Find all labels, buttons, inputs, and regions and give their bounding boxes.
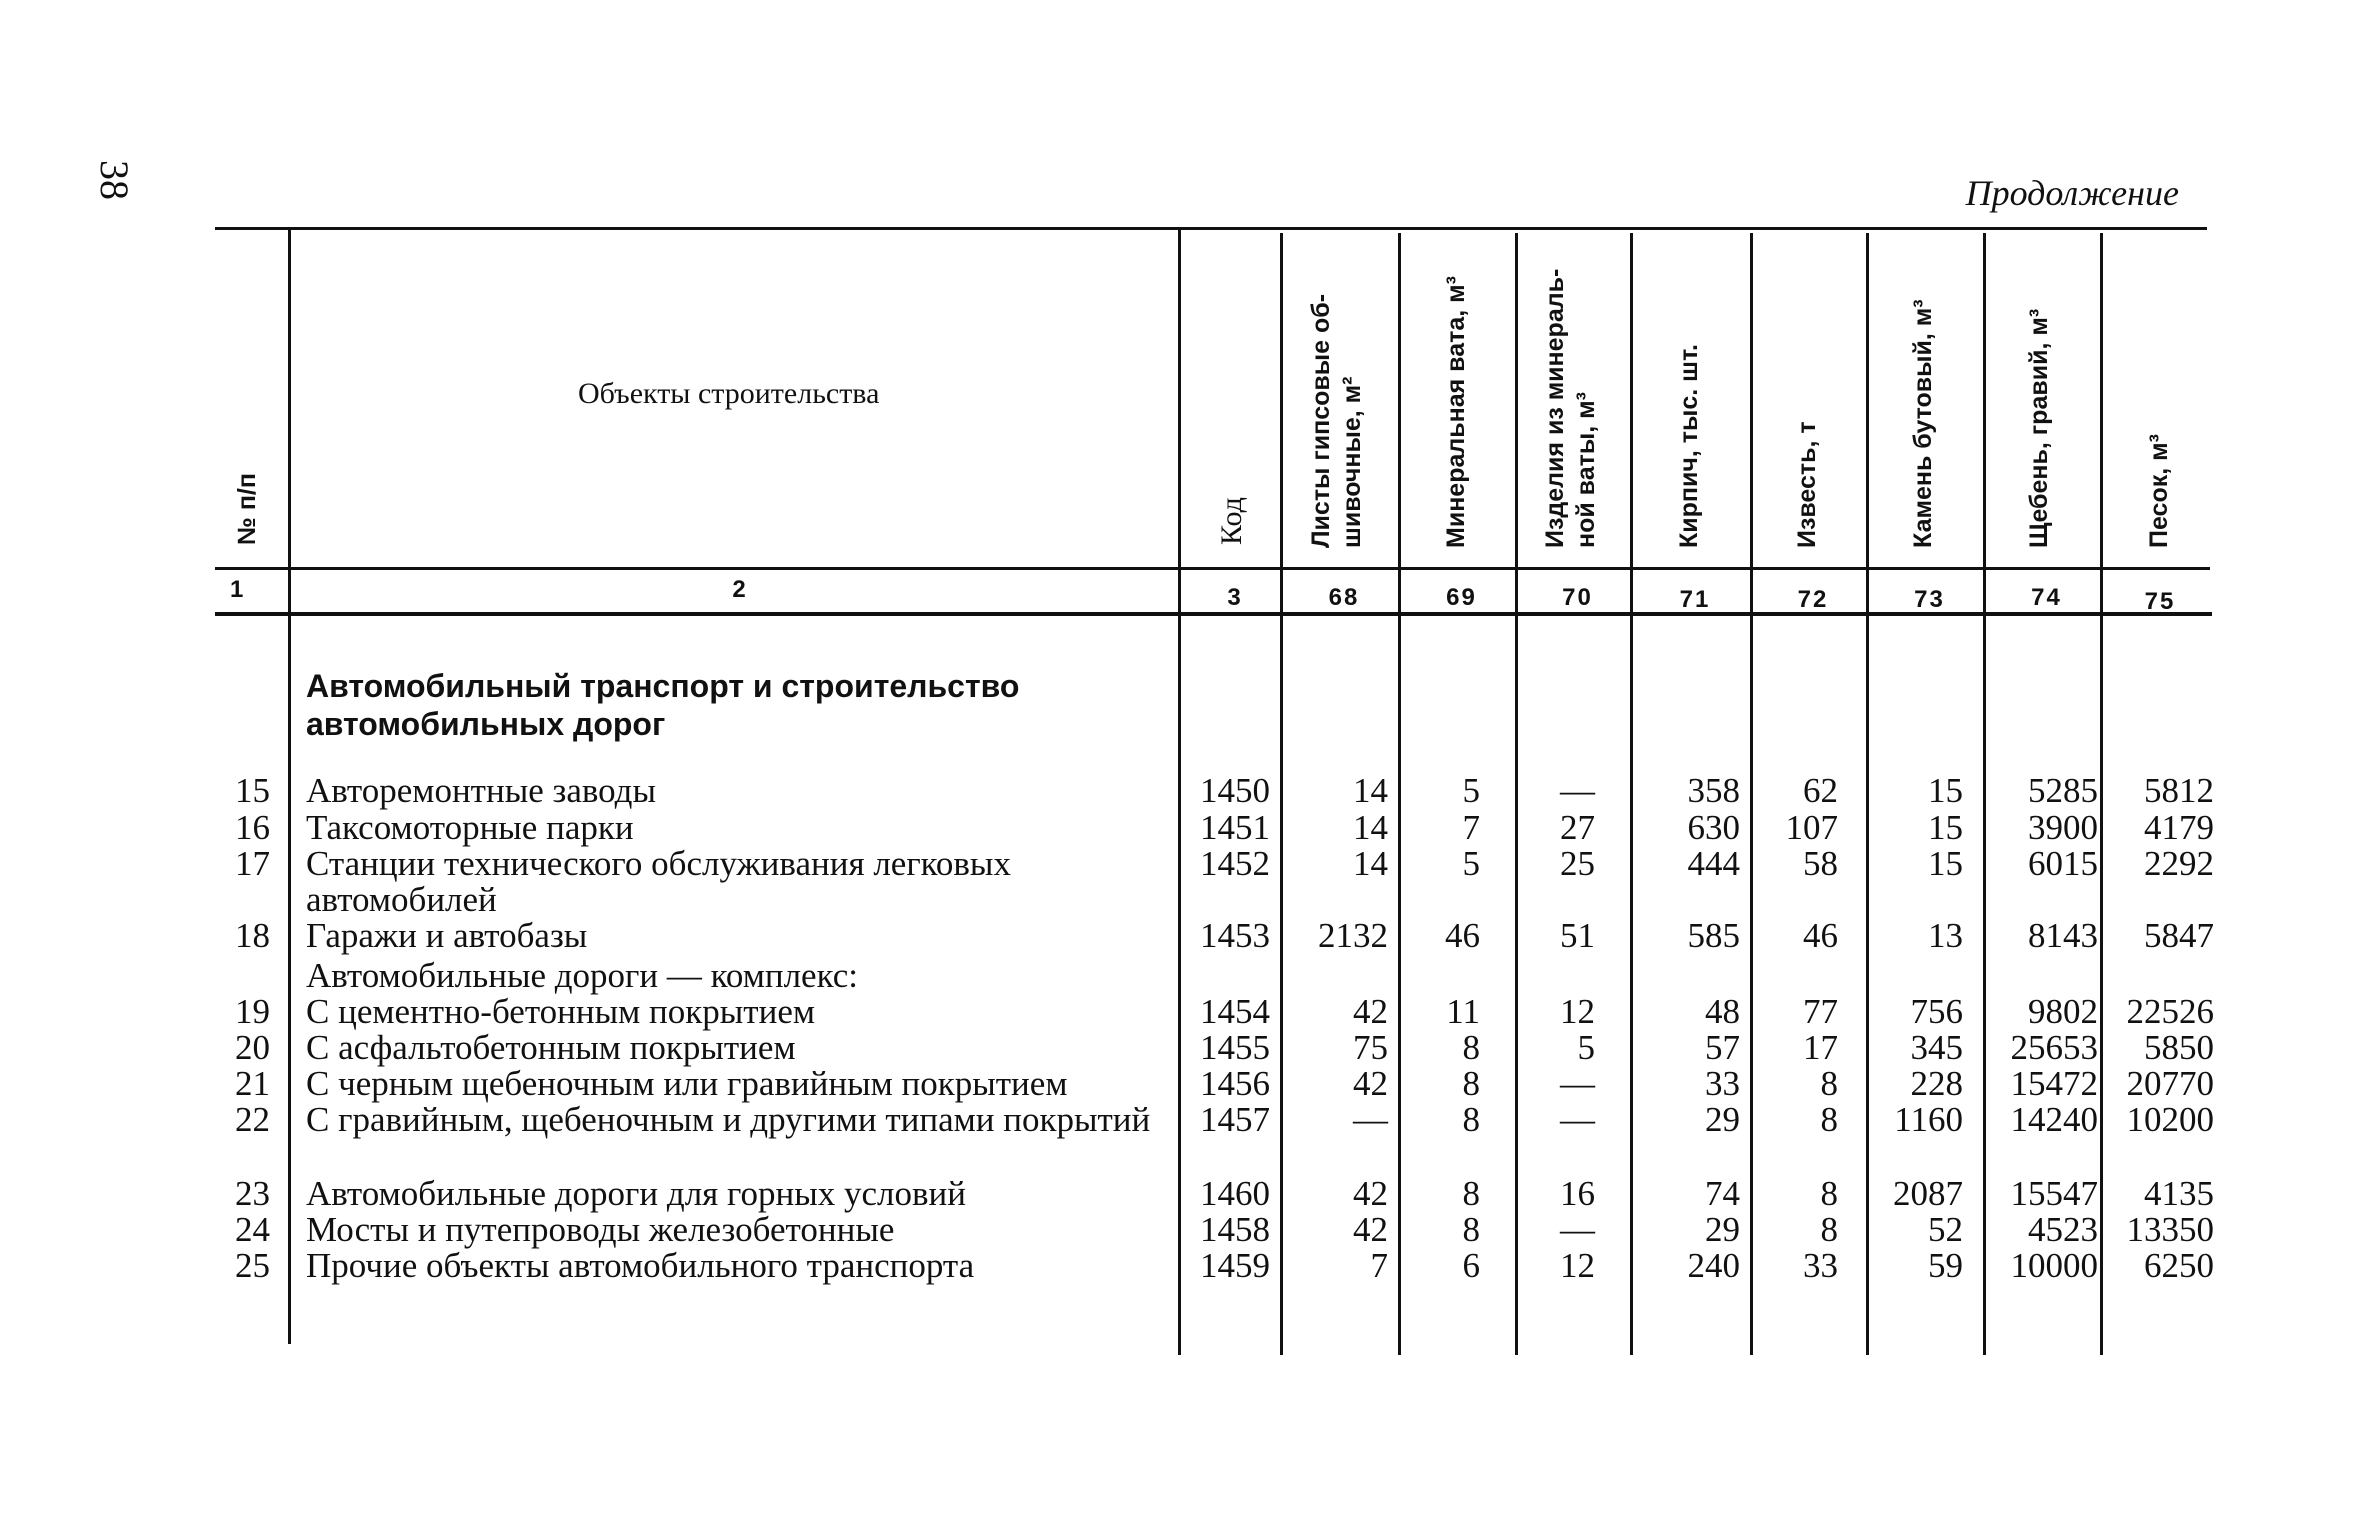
- row-number: 21: [235, 1064, 270, 1103]
- cell-c72: 8: [1820, 1174, 1838, 1213]
- header-rubble-stone: [1908, 299, 1939, 548]
- cell-c75: 5847: [2144, 916, 2214, 955]
- row-number: 19: [235, 992, 270, 1031]
- cell-c70: —: [1560, 1210, 1595, 1249]
- cell-c73: 13: [1928, 916, 1963, 955]
- header-gypsum-sheets-line1: Листы гипсовые об-: [1307, 293, 1335, 548]
- row-object: Авторемонтные заводы: [306, 771, 656, 810]
- cell-c73: 15: [1928, 844, 1963, 883]
- cell-c73: 756: [1910, 992, 1963, 1031]
- cell-c73: 1160: [1894, 1100, 1963, 1139]
- cell-code: 1455: [1200, 1028, 1270, 1067]
- cell-c71: 240: [1687, 1246, 1740, 1285]
- cell-c70: 51: [1560, 916, 1595, 955]
- continuation-label: Продолжение: [1965, 173, 2179, 213]
- row-number: 20: [235, 1028, 270, 1067]
- column-number: 73: [1914, 586, 1945, 613]
- cell-c74: 15472: [2010, 1064, 2098, 1103]
- cell-c72: 107: [1785, 808, 1838, 847]
- cell-c69: 6: [1462, 1246, 1480, 1285]
- header-mineral-wool-products-line2: ной ваты, м³: [1572, 392, 1600, 548]
- cell-c70: —: [1560, 1064, 1595, 1103]
- cell-c71: 48: [1705, 992, 1740, 1031]
- cell-c75: 22526: [2126, 992, 2214, 1031]
- cell-c68: 42: [1353, 1064, 1388, 1103]
- cell-c68: —: [1353, 1100, 1388, 1139]
- cell-c70: 12: [1560, 992, 1595, 1031]
- cell-code: 1450: [1200, 771, 1270, 810]
- cell-c72: 8: [1820, 1064, 1838, 1103]
- cell-c68: 75: [1353, 1028, 1388, 1067]
- cell-c69: 5: [1462, 844, 1480, 883]
- section-title: Автомобильный транспорт и строительство автомобильных дорог: [306, 668, 1020, 742]
- cell-c71: 57: [1705, 1028, 1740, 1067]
- subheading-roads-complex: Автомобильные дороги — комплекс:: [306, 956, 858, 995]
- cell-c75: 4135: [2144, 1174, 2214, 1213]
- cell-c70: 27: [1560, 808, 1595, 847]
- header-sand-line1: Песок, м³: [2145, 434, 2173, 548]
- row-number: 25: [235, 1246, 270, 1285]
- header-rubble-stone-line1: Камень бутовый, м³: [1909, 299, 1937, 548]
- cell-c70: 12: [1560, 1246, 1595, 1285]
- cell-code: 1460: [1200, 1174, 1270, 1213]
- cell-c73: 228: [1910, 1064, 1963, 1103]
- cell-c72: 8: [1820, 1210, 1838, 1249]
- cell-c72: 46: [1803, 916, 1838, 955]
- cell-c73: 345: [1910, 1028, 1963, 1067]
- header-mineral-wool-line1: Минеральная вата, м³: [1442, 276, 1470, 548]
- cell-c74: 8143: [2028, 916, 2098, 955]
- cell-code: 1456: [1200, 1064, 1270, 1103]
- cell-c75: 20770: [2126, 1064, 2214, 1103]
- cell-c69: 8: [1462, 1064, 1480, 1103]
- page-number: 38: [92, 160, 137, 200]
- cell-c74: 4523: [2028, 1210, 2098, 1249]
- cell-c68: 14: [1353, 844, 1388, 883]
- header-num: № п/п: [233, 473, 261, 545]
- cell-c73: 52: [1928, 1210, 1963, 1249]
- header-lime: [1792, 421, 1823, 548]
- row-number: 22: [235, 1100, 270, 1139]
- header-code: Код: [1215, 497, 1248, 545]
- cell-c75: 5812: [2144, 771, 2214, 810]
- cell-c70: —: [1560, 1100, 1595, 1139]
- cell-c73: 2087: [1893, 1174, 1963, 1213]
- cell-c71: 358: [1687, 771, 1740, 810]
- row-object: Мосты и путепроводы железобетонные: [306, 1210, 895, 1249]
- cell-c72: 8: [1820, 1100, 1838, 1139]
- cell-c74: 10000: [2010, 1246, 2098, 1285]
- column-number: 72: [1797, 586, 1829, 613]
- cell-c72: 17: [1803, 1028, 1838, 1067]
- row-object: Прочие объекты автомобильного транспорта: [306, 1246, 975, 1285]
- cell-c69: 46: [1445, 916, 1480, 955]
- cell-c71: 630: [1687, 808, 1740, 847]
- table-top-rule: [215, 227, 2207, 230]
- cell-c70: 16: [1560, 1174, 1595, 1213]
- cell-code: 1459: [1200, 1246, 1270, 1285]
- column-number: 68: [1328, 584, 1360, 611]
- row-object: С гравийным, щебеночным и другими типами покрытий: [306, 1100, 1151, 1139]
- header-lime-line1: Известь, т: [1793, 421, 1821, 548]
- cell-c74: 15547: [2010, 1174, 2098, 1213]
- cell-c72: 33: [1803, 1246, 1838, 1285]
- header-objects: Объекты строительства: [578, 377, 880, 410]
- cell-code: 1451: [1200, 808, 1270, 847]
- column-number: 3: [1227, 584, 1243, 611]
- cell-code: 1454: [1200, 992, 1270, 1031]
- header-gypsum-sheets-line2: шивочные, м²: [1338, 376, 1366, 548]
- cell-c69: 8: [1462, 1210, 1480, 1249]
- cell-c70: 5: [1577, 1028, 1595, 1067]
- row-object: Станции технического обслуживания легковых автомобилей: [306, 844, 1011, 919]
- cell-c73: 59: [1928, 1246, 1963, 1285]
- row-number: 18: [235, 916, 270, 955]
- cell-c68: 42: [1353, 992, 1388, 1031]
- cell-c74: 5285: [2028, 771, 2098, 810]
- header-sand: [2144, 434, 2175, 548]
- cell-c68: 42: [1353, 1174, 1388, 1213]
- cell-c71: 585: [1687, 916, 1740, 955]
- cell-c74: 9802: [2028, 992, 2098, 1031]
- column-number: 2: [732, 576, 748, 603]
- cell-c69: 8: [1462, 1100, 1480, 1139]
- cell-code: 1453: [1200, 916, 1270, 955]
- header-gypsum-sheets: [1306, 294, 1368, 548]
- cell-c71: 74: [1705, 1174, 1740, 1213]
- cell-c69: 8: [1462, 1028, 1480, 1067]
- cell-c74: 6015: [2028, 844, 2098, 883]
- cell-c75: 6250: [2144, 1246, 2214, 1285]
- column-number: 1: [230, 576, 246, 603]
- row-object: С цементно-бетонным покрытием: [306, 992, 816, 1031]
- header-bottom-rule: [215, 567, 2210, 570]
- cell-c75: 2292: [2144, 844, 2214, 883]
- column-number: 74: [2031, 584, 2062, 611]
- cell-c71: 33: [1705, 1064, 1740, 1103]
- column-number: 69: [1446, 584, 1477, 611]
- header-mineral-wool: [1441, 276, 1472, 548]
- cell-c68: 14: [1353, 808, 1388, 847]
- header-crushed-stone-line1: Щебень, гравий, м³: [2025, 308, 2053, 548]
- cell-c69: 11: [1446, 992, 1480, 1031]
- cell-c75: 4179: [2144, 808, 2214, 847]
- cell-c68: 42: [1353, 1210, 1388, 1249]
- cell-c74: 14240: [2010, 1100, 2098, 1139]
- cell-c74: 3900: [2028, 808, 2098, 847]
- row-number: 24: [235, 1210, 270, 1249]
- header-crushed-stone: [2024, 309, 2055, 548]
- cell-c75: 10200: [2126, 1100, 2214, 1139]
- cell-c70: 25: [1560, 844, 1595, 883]
- cell-c74: 25653: [2010, 1028, 2098, 1067]
- cell-c71: 29: [1705, 1100, 1740, 1139]
- row-number: 15: [235, 771, 270, 810]
- cell-c71: 444: [1687, 844, 1740, 883]
- row-object: Таксомоторные парки: [306, 808, 634, 847]
- cell-c72: 77: [1803, 992, 1838, 1031]
- cell-c69: 5: [1462, 771, 1480, 810]
- cell-c72: 58: [1803, 844, 1838, 883]
- cell-code: 1458: [1200, 1210, 1270, 1249]
- column-number: 71: [1679, 586, 1711, 613]
- header-brick-line1: Кирпич, тыс. шт.: [1675, 344, 1703, 548]
- cell-code: 1452: [1200, 844, 1270, 883]
- row-number: 23: [235, 1174, 270, 1213]
- column-divider-1: [288, 229, 291, 1344]
- header-mineral-wool-products: [1540, 269, 1602, 548]
- cell-c72: 62: [1803, 771, 1838, 810]
- header-brick: [1674, 344, 1705, 548]
- row-number: 17: [235, 844, 270, 883]
- cell-c68: 14: [1353, 771, 1388, 810]
- column-number: 70: [1562, 584, 1593, 611]
- cell-c69: 8: [1462, 1174, 1480, 1213]
- cell-c75: 13350: [2126, 1210, 2214, 1249]
- row-object: Гаражи и автобазы: [306, 916, 588, 955]
- cell-c73: 15: [1928, 808, 1963, 847]
- cell-code: 1457: [1200, 1100, 1270, 1139]
- cell-c75: 5850: [2144, 1028, 2214, 1067]
- column-number: 75: [2144, 588, 2176, 615]
- cell-c70: —: [1560, 771, 1595, 810]
- header-mineral-wool-products-line1: Изделия из минераль-: [1541, 268, 1569, 548]
- cell-c68: 7: [1370, 1246, 1388, 1285]
- row-object: С асфальтобетонным покрытием: [306, 1028, 796, 1067]
- row-object: Автомобильные дороги для горных условий: [306, 1174, 966, 1213]
- cell-c68: 2132: [1318, 916, 1388, 955]
- cell-c73: 15: [1928, 771, 1963, 810]
- cell-c71: 29: [1705, 1210, 1740, 1249]
- row-object: С черным щебеночным или гравийным покрытием: [306, 1064, 1068, 1103]
- cell-c69: 7: [1462, 808, 1480, 847]
- row-number: 16: [235, 808, 270, 847]
